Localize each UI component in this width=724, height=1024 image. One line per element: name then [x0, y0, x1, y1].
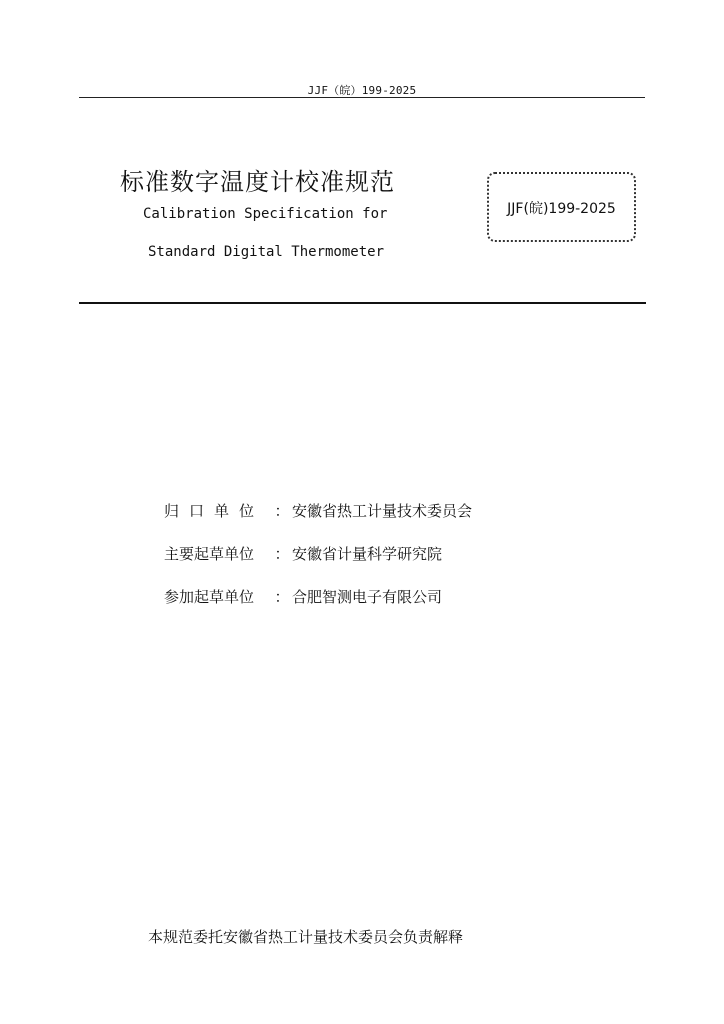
org-label: 归口单位: [164, 502, 265, 520]
org-label: 参加起草单位: [164, 588, 255, 606]
org-value: 安徽省热工计量技术委员会: [292, 502, 473, 520]
org-colon: ：: [274, 588, 290, 606]
code-box-text: JJF(皖)199-2025: [507, 201, 616, 217]
org-row-centralized-unit: [164, 500, 472, 521]
header-divider: [79, 97, 645, 98]
org-row-participating-drafting-unit: [164, 586, 442, 607]
org-label: 主要起草单位: [164, 545, 255, 563]
title-english-line2: Standard Digital Thermometer: [148, 244, 385, 260]
org-row-main-drafting-unit: [164, 543, 442, 564]
header-code: JJF（皖）199-2025: [307, 84, 417, 97]
org-colon: ：: [274, 502, 290, 520]
org-value: 合肥智测电子有限公司: [292, 588, 443, 606]
title-divider: [79, 302, 646, 304]
org-colon: ：: [274, 545, 290, 563]
title-chinese: 标准数字温度计校准规范: [120, 168, 395, 196]
org-value: 安徽省计量科学研究院: [292, 545, 443, 563]
footer-note: 本规范委托安徽省热工计量技术委员会负责解释: [148, 928, 464, 946]
title-english-line1: Calibration Specification for: [143, 206, 388, 222]
